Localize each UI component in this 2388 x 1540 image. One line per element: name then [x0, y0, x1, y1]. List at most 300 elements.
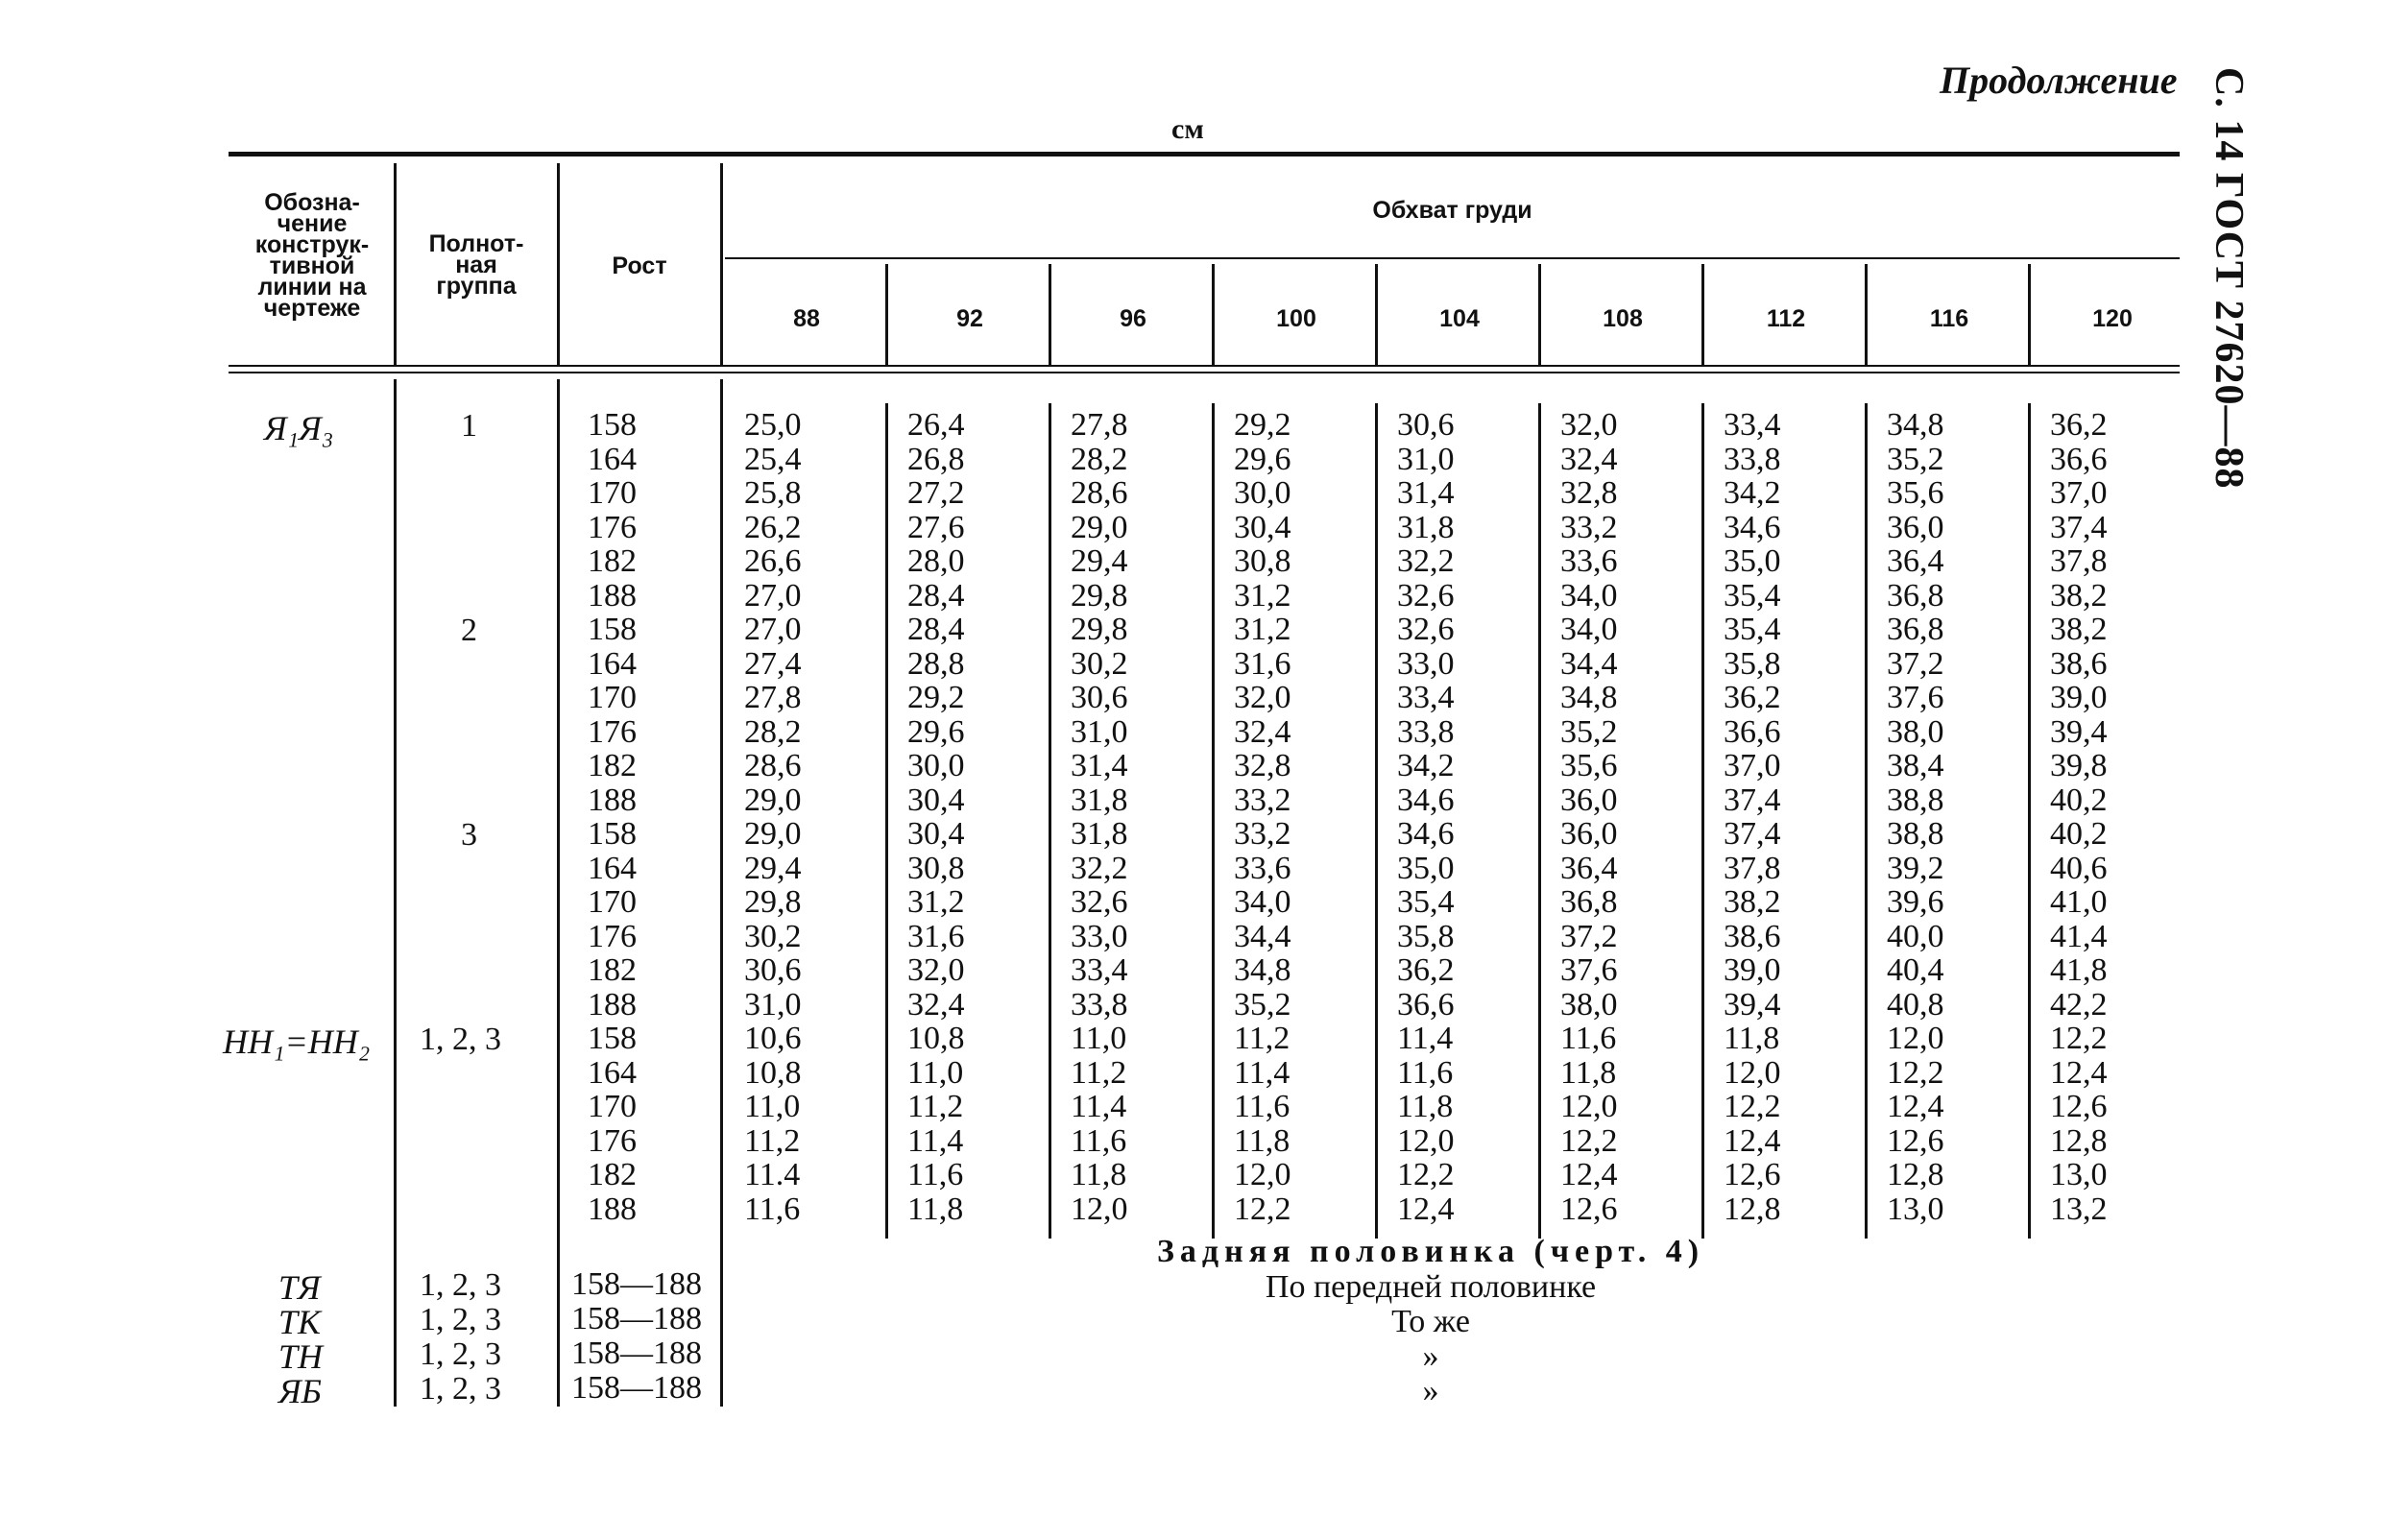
- measurement-value: 38,0: [1887, 713, 1944, 750]
- measurement-value: 35,0: [1724, 543, 1781, 579]
- measurement-value: 12,6: [1560, 1191, 1618, 1227]
- measurement-value: 40,2: [2050, 816, 2108, 852]
- measurement-value: 29,0: [744, 782, 802, 818]
- measurement-value: 11,8: [1724, 1021, 1780, 1056]
- measurement-value: 11,2: [1234, 1021, 1290, 1056]
- measurement-value: 26,8: [907, 441, 965, 477]
- measurement-value: 12,0: [1724, 1054, 1781, 1091]
- chest-header: Обхват груди: [1372, 197, 1532, 224]
- measurement-value: 40,4: [1887, 952, 1944, 988]
- measurement-value: 28,8: [907, 645, 965, 682]
- measurement-value: 28,2: [744, 713, 802, 750]
- measurement-value: 33,4: [1071, 952, 1128, 988]
- measurement-value: 12,0: [1397, 1122, 1455, 1159]
- height-value: 158: [588, 816, 637, 852]
- chest-column-header: 112: [1766, 305, 1806, 332]
- measurement-value: 36,2: [2050, 407, 2108, 443]
- measurement-value: 31,2: [1234, 577, 1291, 614]
- chest-column-header: 116: [1929, 305, 1969, 332]
- measurement-value: 36,4: [1560, 850, 1618, 886]
- measurement-value: 28,4: [907, 577, 965, 614]
- construction-line-label: ТЯ: [278, 1268, 321, 1307]
- height-range: 158—188: [571, 1266, 702, 1302]
- measurement-value: 27,4: [744, 645, 802, 682]
- measurement-value: 12,4: [2050, 1054, 2108, 1091]
- chest-body-divider: [1212, 403, 1215, 1239]
- measurement-value: 33,8: [1724, 441, 1781, 477]
- back-section-note: »: [1422, 1373, 1439, 1408]
- measurement-value: 10,8: [744, 1054, 802, 1091]
- chest-body-divider: [885, 403, 888, 1239]
- measurement-value: 30,6: [1071, 680, 1128, 715]
- measurement-value: 30,6: [744, 952, 802, 988]
- height-range: 158—188: [571, 1335, 702, 1371]
- measurement-value: 28,6: [744, 748, 802, 783]
- measurement-value: 37,8: [1724, 850, 1781, 886]
- measurement-value: 37,0: [1724, 748, 1781, 783]
- chest-col-divider: [1212, 264, 1215, 365]
- chest-col-divider: [1865, 264, 1868, 365]
- chest-body-divider: [1538, 403, 1541, 1239]
- measurement-value: 39,8: [2050, 748, 2108, 783]
- construction-line-label: ТН: [278, 1337, 324, 1376]
- measurement-value: 30,4: [907, 782, 965, 818]
- measurement-value: 30,2: [744, 918, 802, 954]
- measurement-value: 34,0: [1234, 884, 1291, 920]
- continuation-label: Продолжение: [1940, 59, 2178, 102]
- measurement-value: 35,8: [1724, 645, 1781, 682]
- measurement-value: 37,8: [2050, 543, 2108, 579]
- measurement-value: 12,4: [1560, 1157, 1618, 1192]
- construction-line-label: НН₁=НН₂: [223, 1023, 371, 1061]
- measurement-value: 31,6: [1234, 645, 1291, 682]
- measurement-value: 12,8: [2050, 1122, 2108, 1159]
- measurement-value: 37,4: [2050, 509, 2108, 545]
- measurement-value: 12,2: [1234, 1191, 1291, 1227]
- fullness-group: 1, 2, 3: [420, 1022, 501, 1057]
- measurement-value: 33,0: [1397, 645, 1455, 682]
- measurement-value: 38,4: [1887, 748, 1944, 783]
- top-rule: [229, 152, 2180, 156]
- chest-column-header: 100: [1276, 305, 1316, 332]
- chest-body-divider: [1701, 403, 1704, 1239]
- height-value: 188: [588, 577, 637, 614]
- measurement-value: 11,8: [1071, 1157, 1127, 1192]
- measurement-value: 32,4: [1234, 713, 1291, 750]
- measurement-value: 32,2: [1071, 850, 1128, 886]
- fullness-group: 1, 2, 3: [420, 1336, 501, 1372]
- measurement-value: 35,2: [1887, 441, 1944, 477]
- measurement-value: 33,0: [1071, 918, 1128, 954]
- measurement-value: 12,2: [1724, 1089, 1781, 1124]
- body-divider-2: [557, 379, 560, 1407]
- measurement-value: 12,4: [1397, 1191, 1455, 1227]
- fullness-group: 1, 2, 3: [420, 1302, 501, 1337]
- measurement-value: 40,8: [1887, 986, 1944, 1023]
- chest-col-divider: [2028, 264, 2031, 365]
- height-value: 170: [588, 1089, 637, 1124]
- measurement-value: 11,0: [744, 1089, 801, 1124]
- measurement-value: 11,4: [1071, 1089, 1127, 1124]
- chest-body-divider: [2028, 403, 2031, 1239]
- measurement-value: 13,0: [1887, 1191, 1944, 1227]
- height-header: Рост: [612, 253, 667, 279]
- measurement-value: 27,0: [744, 612, 802, 647]
- measurement-value: 31,0: [744, 986, 802, 1023]
- height-value: 158: [588, 1021, 637, 1056]
- body-divider-1: [394, 379, 397, 1407]
- back-section-note: »: [1422, 1338, 1439, 1374]
- measurement-value: 36,2: [1724, 680, 1781, 715]
- fullness-group: 1, 2, 3: [420, 1267, 501, 1303]
- measurement-value: 36,8: [1887, 577, 1944, 614]
- measurement-value: 38,6: [2050, 645, 2108, 682]
- measurement-value: 34,8: [1234, 952, 1291, 988]
- measurement-value: 34,4: [1560, 645, 1618, 682]
- chest-body-divider: [1049, 403, 1051, 1239]
- chest-column-header: 88: [793, 305, 820, 332]
- chest-subheader-rule: [725, 257, 2180, 259]
- height-value: 170: [588, 475, 637, 511]
- measurement-value: 36,4: [1887, 543, 1944, 579]
- measurement-value: 34,8: [1560, 680, 1618, 715]
- height-value: 182: [588, 952, 637, 988]
- measurement-value: 41,4: [2050, 918, 2108, 954]
- header-bottom-rule-2: [229, 372, 2180, 373]
- measurement-value: 12,4: [1724, 1122, 1781, 1159]
- measurement-value: 31,4: [1071, 748, 1128, 783]
- measurement-value: 12,4: [1887, 1089, 1944, 1124]
- measurement-value: 12,6: [1887, 1122, 1944, 1159]
- measurement-value: 11.4: [744, 1157, 801, 1192]
- height-value: 188: [588, 1191, 637, 1227]
- measurement-value: 27,6: [907, 509, 965, 545]
- measurement-value: 38,0: [1560, 986, 1618, 1023]
- chest-column-header: 120: [2092, 305, 2133, 332]
- measurement-value: 37,0: [2050, 475, 2108, 511]
- measurement-value: 33,2: [1560, 509, 1618, 545]
- units-label: см: [1171, 113, 1204, 145]
- height-value: 170: [588, 884, 637, 920]
- measurement-value: 10,8: [907, 1021, 965, 1056]
- measurement-value: 36,6: [1397, 986, 1455, 1023]
- measurement-value: 36,0: [1560, 782, 1618, 818]
- measurement-value: 41,8: [2050, 952, 2108, 988]
- measurement-value: 30,2: [1071, 645, 1128, 682]
- measurement-value: 29,8: [744, 884, 802, 920]
- height-value: 182: [588, 1157, 637, 1192]
- measurement-value: 28,6: [1071, 475, 1128, 511]
- measurement-value: 32,6: [1071, 884, 1128, 920]
- construction-line-label: Я₁Я₃: [264, 409, 334, 447]
- measurement-value: 36,8: [1560, 884, 1618, 920]
- measurement-value: 11,8: [1560, 1054, 1617, 1091]
- measurement-value: 31,0: [1397, 441, 1455, 477]
- measurement-value: 12,2: [1887, 1054, 1944, 1091]
- height-value: 176: [588, 1122, 637, 1159]
- measurement-value: 12,6: [2050, 1089, 2108, 1124]
- measurement-value: 34,6: [1397, 816, 1455, 852]
- height-value: 176: [588, 509, 637, 545]
- chest-body-divider: [1375, 403, 1378, 1239]
- height-value: 182: [588, 748, 637, 783]
- height-value: 164: [588, 441, 637, 477]
- measurement-value: 29,2: [1234, 407, 1291, 443]
- measurement-value: 35,4: [1724, 577, 1781, 614]
- measurement-value: 31,2: [1234, 612, 1291, 647]
- measurement-value: 11,2: [1071, 1054, 1127, 1091]
- measurement-value: 33,8: [1071, 986, 1128, 1023]
- height-value: 164: [588, 645, 637, 682]
- measurement-value: 25,8: [744, 475, 802, 511]
- measurement-value: 32,8: [1560, 475, 1618, 511]
- chest-col-divider: [1701, 264, 1704, 365]
- measurement-value: 34,2: [1397, 748, 1455, 783]
- measurement-value: 35,2: [1560, 713, 1618, 750]
- measurement-value: 25,4: [744, 441, 802, 477]
- measurement-value: 27,8: [1071, 407, 1128, 443]
- chest-column-header: 108: [1603, 305, 1643, 332]
- measurement-value: 39,4: [1724, 986, 1781, 1023]
- fullness-group: 1: [461, 408, 477, 444]
- measurement-value: 40,0: [1887, 918, 1944, 954]
- back-section-title: Задняя половинка (черт. 4): [1156, 1234, 1705, 1269]
- chest-col-divider: [885, 264, 888, 365]
- measurement-value: 38,8: [1887, 782, 1944, 818]
- height-value: 176: [588, 918, 637, 954]
- col-divider-3: [720, 163, 723, 365]
- measurement-value: 36,6: [1724, 713, 1781, 750]
- measurement-value: 34,4: [1234, 918, 1291, 954]
- measurement-value: 11,4: [907, 1122, 964, 1159]
- measurement-value: 38,2: [2050, 612, 2108, 647]
- measurement-value: 11,6: [1560, 1021, 1617, 1056]
- measurement-value: 32,4: [1560, 441, 1618, 477]
- measurement-value: 29,4: [744, 850, 802, 886]
- measurement-value: 29,4: [1071, 543, 1128, 579]
- measurement-value: 40,6: [2050, 850, 2108, 886]
- measurement-value: 12,0: [1071, 1191, 1128, 1227]
- measurement-value: 31,8: [1071, 816, 1128, 852]
- measurement-value: 11,8: [907, 1191, 964, 1227]
- measurement-value: 12,2: [2050, 1021, 2108, 1056]
- measurement-value: 11,2: [907, 1089, 964, 1124]
- fullness-group: 3: [461, 817, 477, 853]
- measurement-value: 30,0: [907, 748, 965, 783]
- measurement-value: 11,4: [1234, 1054, 1290, 1091]
- measurement-value: 41,0: [2050, 884, 2108, 920]
- measurement-value: 29,2: [907, 680, 965, 715]
- measurement-value: 26,2: [744, 509, 802, 545]
- measurement-value: 12,2: [1560, 1122, 1618, 1159]
- measurement-value: 42,2: [2050, 986, 2108, 1023]
- height-value: 170: [588, 680, 637, 715]
- measurement-value: 36,8: [1887, 612, 1944, 647]
- measurement-value: 35,8: [1397, 918, 1455, 954]
- measurement-value: 10,6: [744, 1021, 802, 1056]
- measurement-value: 28,4: [907, 612, 965, 647]
- measurement-value: 40,2: [2050, 782, 2108, 818]
- measurement-value: 35,6: [1887, 475, 1944, 511]
- height-range: 158—188: [571, 1301, 702, 1336]
- height-value: 158: [588, 612, 637, 647]
- measurement-value: 30,8: [1234, 543, 1291, 579]
- measurement-value: 37,4: [1724, 782, 1781, 818]
- measurement-value: 27,0: [744, 577, 802, 614]
- measurement-value: 34,6: [1724, 509, 1781, 545]
- measurement-value: 13,0: [2050, 1157, 2108, 1192]
- measurement-value: 38,8: [1887, 816, 1944, 852]
- measurement-value: 12,8: [1887, 1157, 1944, 1192]
- measurement-value: 37,4: [1724, 816, 1781, 852]
- measurement-value: 35,4: [1397, 884, 1455, 920]
- chest-column-header: 104: [1439, 305, 1480, 332]
- measurement-value: 30,0: [1234, 475, 1291, 511]
- measurement-value: 11,2: [744, 1122, 801, 1159]
- measurement-value: 26,4: [907, 407, 965, 443]
- measurement-value: 11,6: [1397, 1054, 1454, 1091]
- measurement-value: 31,2: [907, 884, 965, 920]
- measurement-value: 12,0: [1234, 1157, 1291, 1192]
- measurement-value: 27,2: [907, 475, 965, 511]
- measurement-value: 25,0: [744, 407, 802, 443]
- height-value: 188: [588, 986, 637, 1023]
- measurement-value: 11,0: [1071, 1021, 1127, 1056]
- measurement-value: 32,0: [1234, 680, 1291, 715]
- measurement-value: 32,2: [1397, 543, 1455, 579]
- measurement-value: 11,0: [907, 1054, 964, 1091]
- construction-line-label: ЯБ: [278, 1372, 322, 1410]
- measurement-value: 39,0: [1724, 952, 1781, 988]
- measurement-value: 28,0: [907, 543, 965, 579]
- measurement-value: 29,0: [1071, 509, 1128, 545]
- measurement-value: 29,0: [744, 816, 802, 852]
- height-value: 164: [588, 850, 637, 886]
- measurement-value: 11,6: [744, 1191, 801, 1227]
- measurement-value: 34,0: [1560, 612, 1618, 647]
- measurement-value: 29,8: [1071, 577, 1128, 614]
- chest-col-divider: [1049, 264, 1051, 365]
- measurement-value: 12,0: [1560, 1089, 1618, 1124]
- measurement-value: 34,6: [1397, 782, 1455, 818]
- fullness-group: 1, 2, 3: [420, 1371, 501, 1407]
- height-value: 188: [588, 782, 637, 818]
- measurement-value: 38,2: [2050, 577, 2108, 614]
- measurement-value: 33,6: [1560, 543, 1618, 579]
- measurement-value: 37,2: [1560, 918, 1618, 954]
- measurement-value: 39,2: [1887, 850, 1944, 886]
- measurement-value: 32,0: [907, 952, 965, 988]
- fullness-group: 2: [461, 613, 477, 648]
- measurement-value: 37,6: [1560, 952, 1618, 988]
- measurement-value: 32,0: [1560, 407, 1618, 443]
- back-section-note: То же: [1391, 1304, 1470, 1339]
- measurement-value: 35,4: [1724, 612, 1781, 647]
- measurement-value: 37,2: [1887, 645, 1944, 682]
- measurement-value: 36,6: [2050, 441, 2108, 477]
- measurement-value: 38,2: [1724, 884, 1781, 920]
- measurement-value: 29,6: [1234, 441, 1291, 477]
- measurement-value: 31,6: [907, 918, 965, 954]
- measurement-value: 36,2: [1397, 952, 1455, 988]
- measurement-value: 38,6: [1724, 918, 1781, 954]
- measurement-value: 36,0: [1560, 816, 1618, 852]
- side-code-text: С. 14 ГОСТ 27620—88: [2207, 67, 2251, 490]
- measurement-value: 11,6: [1071, 1122, 1127, 1159]
- height-range: 158—188: [571, 1370, 702, 1406]
- measurement-value: 29,6: [907, 713, 965, 750]
- measurement-value: 12,2: [1397, 1157, 1455, 1192]
- height-value: 164: [588, 1054, 637, 1091]
- construction-line-label: ТК: [278, 1303, 321, 1341]
- measurement-value: 32,4: [907, 986, 965, 1023]
- chest-body-divider: [1865, 403, 1868, 1239]
- measurement-value: 12,8: [1724, 1191, 1781, 1227]
- measurement-value: 11,6: [907, 1157, 964, 1192]
- measurement-value: 35,6: [1560, 748, 1618, 783]
- measurement-value: 36,0: [1887, 509, 1944, 545]
- measurement-value: 26,6: [744, 543, 802, 579]
- measurement-value: 34,8: [1887, 407, 1944, 443]
- measurement-value: 33,6: [1234, 850, 1291, 886]
- measurement-value: 11,8: [1234, 1122, 1290, 1159]
- measurement-value: 35,0: [1397, 850, 1455, 886]
- chest-column-header: 96: [1120, 305, 1146, 332]
- measurement-value: 28,2: [1071, 441, 1128, 477]
- back-section-note: По передней половинке: [1265, 1269, 1597, 1305]
- measurement-value: 31,0: [1071, 713, 1128, 750]
- fullness-header: Полнот- ная группа: [428, 230, 524, 300]
- measurement-value: 30,8: [907, 850, 965, 886]
- header-bottom-rule: [229, 365, 2180, 367]
- measurement-value: 31,8: [1071, 782, 1128, 818]
- measurement-value: 30,6: [1397, 407, 1455, 443]
- measurement-value: 39,6: [1887, 884, 1944, 920]
- side-document-code: [2204, 67, 2261, 490]
- measurement-value: 31,8: [1397, 509, 1455, 545]
- measurement-value: 33,4: [1724, 407, 1781, 443]
- measurement-value: 33,2: [1234, 782, 1291, 818]
- measurement-value: 31,4: [1397, 475, 1455, 511]
- measurement-value: 39,4: [2050, 713, 2108, 750]
- measurement-value: 27,8: [744, 680, 802, 715]
- measurement-value: 30,4: [1234, 509, 1291, 545]
- measurement-value: 32,6: [1397, 577, 1455, 614]
- height-value: 176: [588, 713, 637, 750]
- height-value: 158: [588, 407, 637, 443]
- measurement-value: 34,2: [1724, 475, 1781, 511]
- measurement-value: 39,0: [2050, 680, 2108, 715]
- measurement-value: 29,8: [1071, 612, 1128, 647]
- chest-column-header: 92: [956, 305, 983, 332]
- measurement-value: 34,0: [1560, 577, 1618, 614]
- measurement-value: 12,0: [1887, 1021, 1944, 1056]
- measurement-value: 12,6: [1724, 1157, 1781, 1192]
- chest-col-divider: [1375, 264, 1378, 365]
- height-value: 182: [588, 543, 637, 579]
- measurement-value: 30,4: [907, 816, 965, 852]
- measurement-value: 37,6: [1887, 680, 1944, 715]
- chest-col-divider: [1538, 264, 1541, 365]
- measurement-value: 11,8: [1397, 1089, 1454, 1124]
- measurement-value: 33,2: [1234, 816, 1291, 852]
- measurement-value: 11,6: [1234, 1089, 1290, 1124]
- measurement-value: 35,2: [1234, 986, 1291, 1023]
- measurement-value: 32,8: [1234, 748, 1291, 783]
- measurement-value: 33,4: [1397, 680, 1455, 715]
- measurement-value: 11,4: [1397, 1021, 1454, 1056]
- measurement-value: 33,8: [1397, 713, 1455, 750]
